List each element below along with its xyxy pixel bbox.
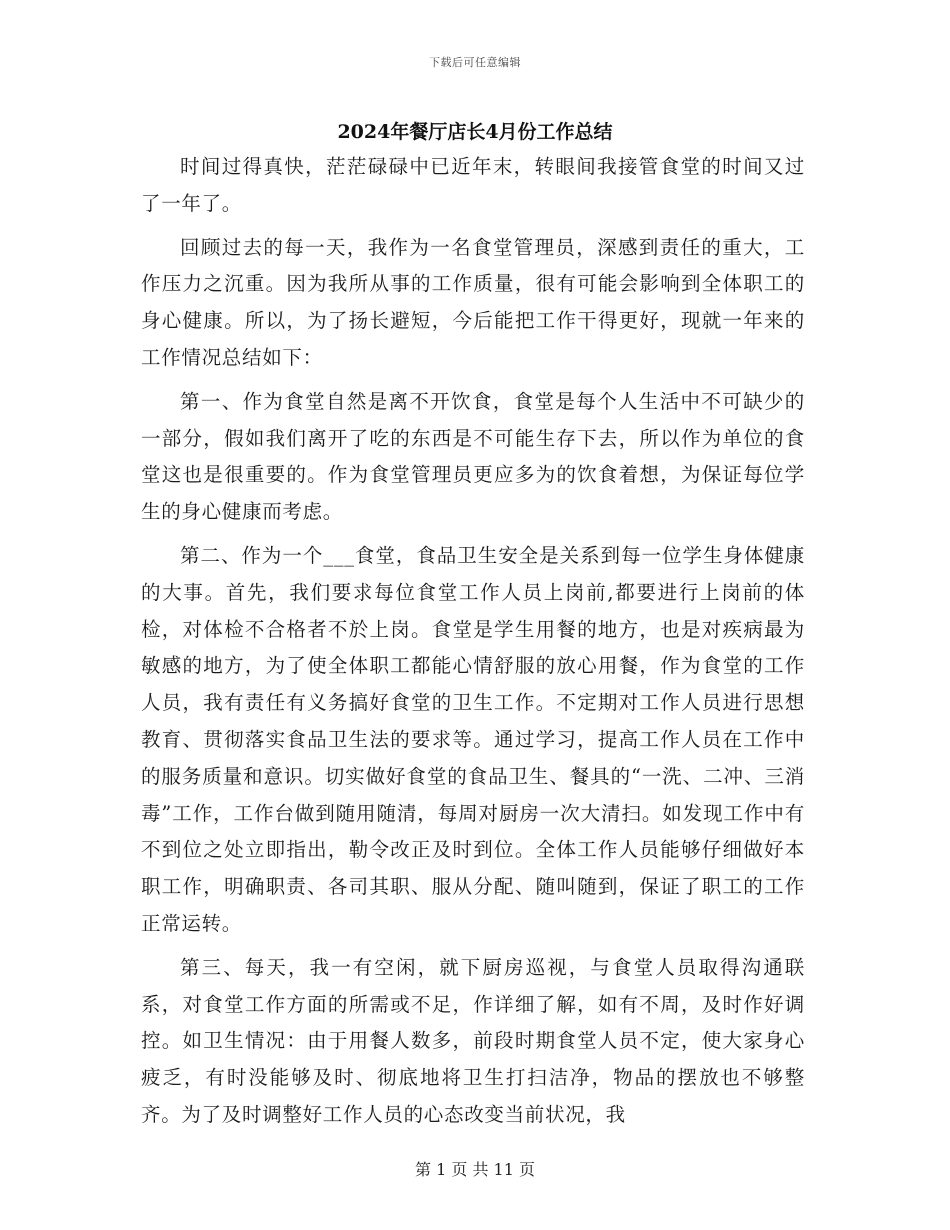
page-header-note: 下载后可任意编辑 <box>429 56 521 69</box>
document-body <box>141 149 805 1141</box>
document-title: 2024年餐厅店长4月份工作总结 <box>337 121 613 143</box>
paragraph-first: 第一、作为食堂自然是离不开饮食，食堂是每个人生活中不可缺少的一部分，假如我们离开了吃的东西是不可能生存下去，所以作为单位的食堂这也是很重要的。作为食堂管理员更应多为的饮食着想，为保证每位学生的身心健康而考虑。 <box>141 389 805 524</box>
paragraph-third: 第三、每天，我一有空闲，就下厨房巡视，与食堂人员取得沟通联系，对食堂工作方面的所需或不足，作详细了解，如有不周，及时作好调控。如卫生情况：由于用餐人数多，前段时期食堂人员不定，使大家身心疲乏，有时没能够及时、彻底地将卫生打扫洁净，物品的摆放也不够整齐。为了及时调整好工作人员的心态改变当前状况，我 <box>141 955 805 1126</box>
page-number-footer: 第 1 页 共 11 页 <box>415 1160 535 1179</box>
paragraph-second: 第二、作为一个___食堂，食品卫生安全是关系到每一位学生身体健康的大事。首先，我们要求每位食堂工作人员上岗前,都要进行上岗前的体检，对体检不合格者不於上岗。食堂是学生用餐的地方，也是对疾病最为敏感的地方，为了使全体职工都能心情舒服的放心用餐，作为食堂的工作人员，我有责任有义务搞好食堂的卫生工作。不定期对工作人员进行思想教育、贯彻落实食品卫生法的要求等。通过学习，提高工作人员在工作中的服务质量和意识。切实做好食堂的食品卫生、餐具的“一洗、二冲、三消毒”工作，工作台做到随用随清，每周对厨房一次大清扫。如发现工作中有不到位之处立即指出，勒令改正及时到位。全体工作人员能够仔细做好本职工作，明确职责、各司其职、服从分配、随叫随到，保证了职工的工作正常运转。 <box>141 543 805 935</box>
paragraph-intro: 时间过得真快，茫茫碌碌中已近年末，转眼间我接管食堂的时间又过了一年了。 <box>141 155 805 215</box>
paragraph-review: 回顾过去的每一天，我作为一名食堂管理员，深感到责任的重大，工作压力之沉重。因为我所从事的工作质量，很有可能会影响到全体职工的身心健康。所以，为了扬长避短，今后能把工作干得更好，现就一年来的工作情况总结如下： <box>141 235 805 369</box>
